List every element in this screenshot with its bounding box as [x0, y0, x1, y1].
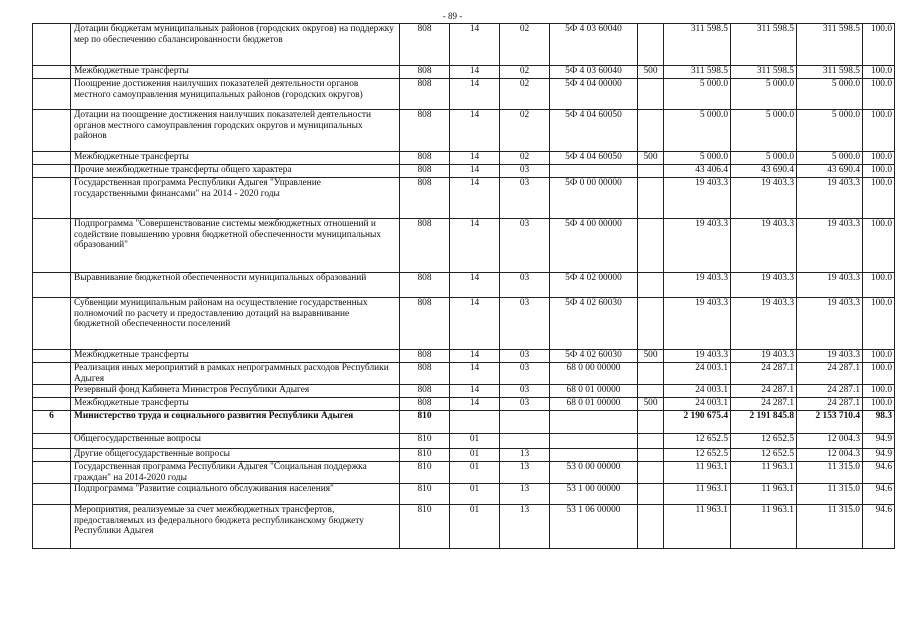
row-executed-amount: 19 403.3: [797, 219, 863, 273]
row-refined-amount: 2 191 845.8: [731, 411, 797, 434]
row-ministry-code: 808: [400, 24, 450, 66]
row-name: Общегосударственные вопросы: [71, 434, 400, 449]
row-target-article: 5Ф 4 00 00000: [550, 219, 638, 273]
row-section: 14: [450, 298, 500, 350]
row-refined-amount: 11 963.1: [731, 484, 797, 505]
row-subsection: 03: [500, 165, 550, 178]
budget-table: [32, 23, 895, 549]
row-execution-percent: 100.0: [863, 350, 895, 363]
row-subsection: [500, 411, 550, 434]
row-executed-amount: 19 403.3: [797, 178, 863, 219]
row-expense-type: 500: [638, 66, 664, 79]
row-ministry-code: 808: [400, 110, 450, 152]
row-name: Подпрограмма "Совершенствование системы межбюджетных отношений и содействие повышению уровня бюджетной обеспеченности муниципальных образований": [71, 219, 400, 273]
row-plan-amount: 5 000.0: [664, 110, 731, 152]
row-target-article: 68 0 01 00000: [550, 385, 638, 398]
row-target-article: 53 0 00 00000: [550, 462, 638, 484]
row-number: [33, 449, 71, 462]
row-number: [33, 363, 71, 385]
row-plan-amount: 19 403.3: [664, 273, 731, 298]
row-execution-percent: 100.0: [863, 66, 895, 79]
row-target-article: 5Ф 4 03 60040: [550, 66, 638, 79]
row-target-article: 5Ф 4 04 60050: [550, 152, 638, 165]
row-target-article: 53 1 06 00000: [550, 505, 638, 549]
row-subsection: 03: [500, 385, 550, 398]
row-execution-percent: 100.0: [863, 385, 895, 398]
table-row: [33, 398, 895, 411]
row-executed-amount: 19 403.3: [797, 298, 863, 350]
row-expense-type: [638, 411, 664, 434]
row-expense-type: [638, 298, 664, 350]
row-refined-amount: 19 403.3: [731, 273, 797, 298]
row-expense-type: [638, 273, 664, 298]
table-row: [33, 505, 895, 549]
row-refined-amount: 24 287.1: [731, 398, 797, 411]
row-ministry-code: 810: [400, 484, 450, 505]
row-number: 6: [33, 411, 71, 434]
row-name: Межбюджетные трансферты: [71, 350, 400, 363]
row-execution-percent: 100.0: [863, 110, 895, 152]
row-executed-amount: 12 004.3: [797, 449, 863, 462]
table-row: [33, 219, 895, 273]
table-row: [33, 79, 895, 110]
row-executed-amount: 11 315.0: [797, 462, 863, 484]
row-refined-amount: 19 403.3: [731, 298, 797, 350]
table-row: [33, 350, 895, 363]
row-number: [33, 273, 71, 298]
row-expense-type: [638, 462, 664, 484]
row-plan-amount: 311 598.5: [664, 24, 731, 66]
row-ministry-code: 808: [400, 385, 450, 398]
row-plan-amount: 19 403.3: [664, 219, 731, 273]
row-number: [33, 434, 71, 449]
row-plan-amount: 12 652.5: [664, 449, 731, 462]
row-number: [33, 505, 71, 549]
row-refined-amount: 19 403.3: [731, 178, 797, 219]
row-expense-type: [638, 165, 664, 178]
page-number: - 89 -: [442, 11, 463, 21]
row-executed-amount: 11 315.0: [797, 484, 863, 505]
row-executed-amount: 5 000.0: [797, 110, 863, 152]
row-target-article: 5Ф 4 02 60030: [550, 350, 638, 363]
row-target-article: 5Ф 4 02 60030: [550, 298, 638, 350]
row-name: Подпрограмма "Развитие социального обслуживания населения": [71, 484, 400, 505]
row-name: Поощрение достижения наилучших показателей деятельности органов местного самоуправления муниципальных районов (городских округов): [71, 79, 400, 110]
row-subsection: 02: [500, 110, 550, 152]
row-expense-type: [638, 484, 664, 505]
row-section: [450, 411, 500, 434]
row-target-article: 5Ф 4 04 60050: [550, 110, 638, 152]
row-expense-type: [638, 110, 664, 152]
row-refined-amount: 5 000.0: [731, 79, 797, 110]
row-expense-type: [638, 219, 664, 273]
row-executed-amount: 2 153 710.4: [797, 411, 863, 434]
row-ministry-code: 810: [400, 434, 450, 449]
row-name: Реализация иных мероприятий в рамках непрограммных расходов Республики Адыгея: [71, 363, 400, 385]
row-execution-percent: 94.9: [863, 434, 895, 449]
row-refined-amount: 19 403.3: [731, 219, 797, 273]
row-number: [33, 462, 71, 484]
row-expense-type: [638, 24, 664, 66]
row-refined-amount: 24 287.1: [731, 385, 797, 398]
row-execution-percent: 100.0: [863, 24, 895, 66]
row-execution-percent: 100.0: [863, 398, 895, 411]
row-expense-type: 500: [638, 398, 664, 411]
row-execution-percent: 100.0: [863, 363, 895, 385]
row-ministry-code: 808: [400, 298, 450, 350]
row-refined-amount: 24 287.1: [731, 363, 797, 385]
row-number: [33, 350, 71, 363]
row-execution-percent: 100.0: [863, 152, 895, 165]
row-executed-amount: 311 598.5: [797, 24, 863, 66]
row-ministry-code: 808: [400, 350, 450, 363]
row-target-article: 68 0 00 00000: [550, 363, 638, 385]
row-expense-type: [638, 178, 664, 219]
row-ministry-code: 810: [400, 449, 450, 462]
row-section: 14: [450, 219, 500, 273]
row-subsection: 03: [500, 363, 550, 385]
table-row: [33, 110, 895, 152]
row-number: [33, 24, 71, 66]
row-target-article: [550, 165, 638, 178]
row-target-article: 5Ф 0 00 00000: [550, 178, 638, 219]
table-row: [33, 484, 895, 505]
row-plan-amount: 24 003.1: [664, 398, 731, 411]
row-section: 14: [450, 350, 500, 363]
row-plan-amount: 5 000.0: [664, 79, 731, 110]
row-execution-percent: 94.9: [863, 449, 895, 462]
table-row: [33, 363, 895, 385]
row-number: [33, 178, 71, 219]
row-refined-amount: 5 000.0: [731, 110, 797, 152]
row-executed-amount: 5 000.0: [797, 79, 863, 110]
row-section: 14: [450, 110, 500, 152]
row-target-article: 53 1 00 00000: [550, 484, 638, 505]
row-refined-amount: 311 598.5: [731, 24, 797, 66]
row-plan-amount: 24 003.1: [664, 363, 731, 385]
row-name: Межбюджетные трансферты: [71, 398, 400, 411]
row-ministry-code: 808: [400, 152, 450, 165]
row-expense-type: [638, 363, 664, 385]
row-section: 14: [450, 24, 500, 66]
row-target-article: [550, 411, 638, 434]
row-subsection: 02: [500, 24, 550, 66]
table-row: [33, 385, 895, 398]
row-subsection: 02: [500, 66, 550, 79]
row-name: Выравнивание бюджетной обеспеченности муниципальных образований: [71, 273, 400, 298]
row-subsection: 03: [500, 298, 550, 350]
table-row: [33, 152, 895, 165]
row-target-article: 68 0 01 00000: [550, 398, 638, 411]
row-subsection: 03: [500, 398, 550, 411]
row-plan-amount: 24 003.1: [664, 385, 731, 398]
row-subsection: 02: [500, 79, 550, 110]
row-name: Министерство труда и социального развития Республики Адыгея: [71, 411, 400, 434]
row-section: 14: [450, 273, 500, 298]
row-number: [33, 66, 71, 79]
row-number: [33, 484, 71, 505]
row-subsection: 03: [500, 273, 550, 298]
row-ministry-code: 810: [400, 505, 450, 549]
table-row: [33, 449, 895, 462]
row-expense-type: 500: [638, 350, 664, 363]
row-plan-amount: 2 190 675.4: [664, 411, 731, 434]
row-expense-type: [638, 449, 664, 462]
row-refined-amount: 19 403.3: [731, 350, 797, 363]
row-subsection: 13: [500, 484, 550, 505]
row-section: 01: [450, 484, 500, 505]
row-executed-amount: 24 287.1: [797, 385, 863, 398]
row-executed-amount: 11 315.0: [797, 505, 863, 549]
row-expense-type: [638, 434, 664, 449]
row-ministry-code: 810: [400, 462, 450, 484]
row-target-article: 5Ф 4 02 00000: [550, 273, 638, 298]
row-execution-percent: 94.6: [863, 462, 895, 484]
row-plan-amount: 19 403.3: [664, 298, 731, 350]
row-target-article: [550, 449, 638, 462]
row-target-article: [550, 434, 638, 449]
row-execution-percent: 94.6: [863, 484, 895, 505]
row-name: Государственная программа Республики Адыгея "Социальная поддержка граждан" на 2014-2020 годы: [71, 462, 400, 484]
row-plan-amount: 11 963.1: [664, 484, 731, 505]
row-name: Мероприятия, реализуемые за счет межбюджетных трансфертов, предоставляемых из федерального бюджета республиканскому бюджету Республики Адыгея: [71, 505, 400, 549]
row-execution-percent: 100.0: [863, 298, 895, 350]
row-target-article: 5Ф 4 04 00000: [550, 79, 638, 110]
row-plan-amount: 19 403.3: [664, 178, 731, 219]
row-executed-amount: 24 287.1: [797, 398, 863, 411]
row-executed-amount: 19 403.3: [797, 273, 863, 298]
row-name: Прочие межбюджетные трансферты общего характера: [71, 165, 400, 178]
row-subsection: 03: [500, 219, 550, 273]
table-row: [33, 411, 895, 434]
row-subsection: 03: [500, 178, 550, 219]
row-subsection: 13: [500, 449, 550, 462]
row-plan-amount: 11 963.1: [664, 505, 731, 549]
row-execution-percent: 100.0: [863, 273, 895, 298]
row-executed-amount: 311 598.5: [797, 66, 863, 79]
row-name: Другие общегосударственные вопросы: [71, 449, 400, 462]
table-row: [33, 178, 895, 219]
row-executed-amount: 5 000.0: [797, 152, 863, 165]
row-section: 01: [450, 434, 500, 449]
row-ministry-code: 808: [400, 398, 450, 411]
row-ministry-code: 808: [400, 165, 450, 178]
row-name: Дотации бюджетам муниципальных районов (городских округов) на поддержку мер по обеспечению сбалансированности бюджетов: [71, 24, 400, 66]
row-target-article: 5Ф 4 03 60040: [550, 24, 638, 66]
row-section: 14: [450, 398, 500, 411]
row-execution-percent: 98.3: [863, 411, 895, 434]
row-executed-amount: 24 287.1: [797, 363, 863, 385]
row-subsection: [500, 434, 550, 449]
row-number: [33, 79, 71, 110]
row-refined-amount: 12 652.5: [731, 449, 797, 462]
row-section: 14: [450, 79, 500, 110]
row-section: 14: [450, 165, 500, 178]
row-ministry-code: 808: [400, 273, 450, 298]
table-row: [33, 66, 895, 79]
row-refined-amount: 11 963.1: [731, 462, 797, 484]
row-executed-amount: 12 004.3: [797, 434, 863, 449]
row-execution-percent: 100.0: [863, 165, 895, 178]
row-execution-percent: 100.0: [863, 79, 895, 110]
row-expense-type: [638, 79, 664, 110]
row-ministry-code: 808: [400, 363, 450, 385]
row-section: 14: [450, 385, 500, 398]
row-number: [33, 152, 71, 165]
table-row: [33, 462, 895, 484]
row-plan-amount: 12 652.5: [664, 434, 731, 449]
row-subsection: 13: [500, 505, 550, 549]
row-plan-amount: 311 598.5: [664, 66, 731, 79]
row-number: [33, 165, 71, 178]
row-expense-type: [638, 385, 664, 398]
row-section: 14: [450, 66, 500, 79]
row-section: 01: [450, 462, 500, 484]
table-row: [33, 24, 895, 66]
row-ministry-code: 808: [400, 178, 450, 219]
row-executed-amount: 43 690.4: [797, 165, 863, 178]
row-section: 01: [450, 449, 500, 462]
row-section: 14: [450, 152, 500, 165]
row-number: [33, 398, 71, 411]
row-section: 14: [450, 178, 500, 219]
row-execution-percent: 100.0: [863, 178, 895, 219]
row-name: Субвенции муниципальным районам на осуществление государственных полномочий по расчету и предоставлению дотаций на выравнивание бюджетной обеспеченности поселений: [71, 298, 400, 350]
row-plan-amount: 19 403.3: [664, 350, 731, 363]
row-execution-percent: 94.6: [863, 505, 895, 549]
row-number: [33, 219, 71, 273]
row-plan-amount: 5 000.0: [664, 152, 731, 165]
row-name: Межбюджетные трансферты: [71, 152, 400, 165]
row-number: [33, 385, 71, 398]
row-name: Дотации на поощрение достижения наилучших показателей деятельности органов местного самоуправления городских округов и муниципальных районов: [71, 110, 400, 152]
row-expense-type: 500: [638, 152, 664, 165]
row-name: Резервный фонд Кабинета Министров Республики Адыгея: [71, 385, 400, 398]
row-expense-type: [638, 505, 664, 549]
row-executed-amount: 19 403.3: [797, 350, 863, 363]
row-section: 14: [450, 363, 500, 385]
row-number: [33, 110, 71, 152]
row-number: [33, 298, 71, 350]
row-ministry-code: 808: [400, 79, 450, 110]
row-plan-amount: 43 406.4: [664, 165, 731, 178]
row-subsection: 13: [500, 462, 550, 484]
row-name: Государственная программа Республики Адыгея "Управление государственными финансами" на 2014 - 2020 годы: [71, 178, 400, 219]
row-name: Межбюджетные трансферты: [71, 66, 400, 79]
budget-table-body: [33, 24, 895, 549]
table-row: [33, 298, 895, 350]
row-ministry-code: 808: [400, 219, 450, 273]
table-row: [33, 165, 895, 178]
row-refined-amount: 5 000.0: [731, 152, 797, 165]
row-refined-amount: 11 963.1: [731, 505, 797, 549]
row-refined-amount: 12 652.5: [731, 434, 797, 449]
row-refined-amount: 43 690.4: [731, 165, 797, 178]
row-plan-amount: 11 963.1: [664, 462, 731, 484]
table-row: [33, 434, 895, 449]
row-subsection: 03: [500, 350, 550, 363]
row-ministry-code: 808: [400, 66, 450, 79]
row-refined-amount: 311 598.5: [731, 66, 797, 79]
row-subsection: 02: [500, 152, 550, 165]
row-execution-percent: 100.0: [863, 219, 895, 273]
table-row: [33, 273, 895, 298]
row-ministry-code: 810: [400, 411, 450, 434]
row-section: 01: [450, 505, 500, 549]
